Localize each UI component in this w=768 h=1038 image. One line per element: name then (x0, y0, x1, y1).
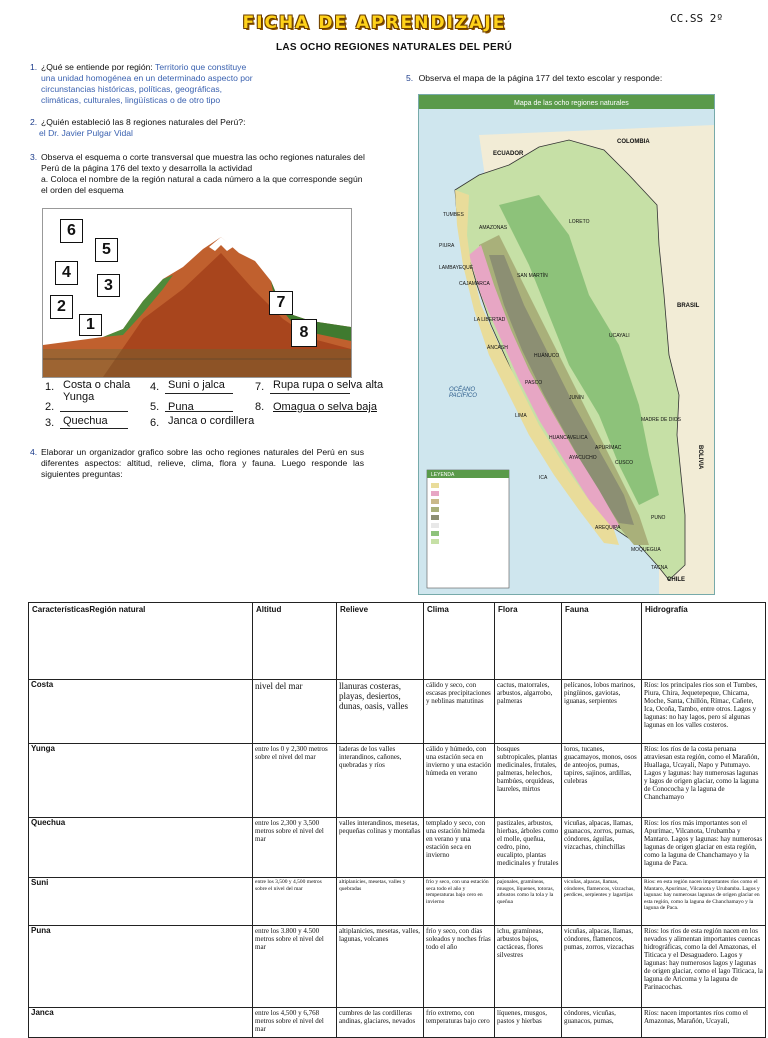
answer-number: 3. (45, 417, 55, 429)
answer-value: Yunga (63, 391, 95, 403)
table-cell: Ríos: los ríos de la costa peruana atraviesan esta región, como el Marañón, Huallaga, Ucayali, Napo y Putumayo. Lagos y lagunas: hay numerosas lagunas y lagos de origen glaciar, como la laguna de Conococha y la laguna de Chanchamayo (642, 744, 766, 818)
map-label: HUANCAVELICA (549, 435, 588, 441)
answer-number: 4. (150, 381, 160, 393)
question-number: 2. (30, 117, 38, 127)
table-cell: entre los 4,500 y 6,768 metros sobre el nivel del mar (253, 1008, 337, 1038)
table-cell: Quechua (29, 818, 253, 878)
map-title: Mapa de las ocho regiones naturales (514, 100, 629, 107)
answer-value: Omagua o selva baja (273, 401, 377, 413)
table-row (29, 680, 766, 744)
table-cell: cóndores, vicuñas, guanacos, pumas, (562, 1008, 642, 1038)
answer-value: Puna (168, 401, 194, 413)
map-label: CHILE (667, 577, 685, 583)
map-label: LAMBAYEQUE (439, 265, 474, 271)
table-cell: frío y seco, con días soleados y noches frías todo el año (424, 926, 495, 1008)
map-label: CUSCO (615, 460, 634, 466)
map-label: LIMA (515, 413, 527, 419)
table-cell: Suni (29, 878, 253, 926)
table-row (29, 926, 766, 1008)
answer-line (165, 393, 233, 394)
map-label: COLOMBIA (617, 139, 650, 145)
question-number: 5. (406, 73, 414, 83)
answer-text: Territorio que constituye una unidad homogénea en un determinado aspecto por circunstancias históricas, políticas, geográficas, climáticas, culturales, lingüísticas o de otro tipo (41, 62, 253, 105)
table-cell: nivel del mar (253, 680, 337, 744)
question-3 (30, 152, 370, 195)
question-text: ¿Quién estableció las 8 regiones naturales del Perú?: (41, 117, 246, 127)
question-2 (30, 117, 360, 138)
question-4 (30, 447, 370, 479)
answer-number: 1. (45, 381, 55, 393)
table-cell: líquenes, musgos, pastos y hierbas (495, 1008, 562, 1038)
table-cell: Ríos: los principales ríos son el Tumbes, Piura, Chira, Jequetepeque, Chicama, Moche, Santa, Chillón, Rímac, Cañete, Ica, Ocoña, Tambo, entre otros. Lagos y lagunas: no hay lagos, pero sí algunas lagunas en los valles costeros. (642, 680, 766, 744)
map-label: OCÉANO PACÍFICO (449, 387, 477, 399)
map-label: HUÁNUCO (534, 353, 560, 359)
question-number: 3. (30, 152, 38, 162)
table-cell: entre los 0 y 2,300 metros sobre el nivel del mar (253, 744, 337, 818)
table-cell: ichu, gramíneas, arbustos bajos, cactáceas, flores silvestres (495, 926, 562, 1008)
table-cell: cactus, matorrales, arbustos, algarrobo, palmeras (495, 680, 562, 744)
answer-number: 2. (45, 401, 55, 413)
cross-section-illustration (43, 209, 351, 377)
diagram-number-7: 7 (269, 291, 293, 315)
table-cell: entre los 3.800 y 4.500 metros sobre el nivel del mar (253, 926, 337, 1008)
answer-value: Costa o chala (63, 379, 131, 391)
diagram-number-8: 8 (291, 319, 317, 347)
table-cell: Costa (29, 680, 253, 744)
answer-number: 6. (150, 417, 160, 429)
question-1 (30, 62, 360, 105)
table-cell: cumbres de las cordilleras andinas, glaciares, nevados (337, 1008, 424, 1038)
table-cell: frío extremo, con temperaturas bajo cero (424, 1008, 495, 1038)
column-header: Altitud (253, 603, 337, 680)
table-cell: Ríos: en esta región nacen importantes ríos como el Mantaro, Apurímac, Vilcanota y Urubamba. Lagos y lagunas: hay numerosas lagunas de origen glaciar en esta región, como la laguna de Chanchamayo y la laguna de Paca. (642, 878, 766, 926)
answer-line (165, 411, 233, 412)
map-label: ICA (539, 475, 548, 481)
table-cell: Ríos: los ríos de esta región nacen en los nevados y alimentan importantes cuencas hidrográficas, como la del Amazonas, el Titicaca y el Desaguadero. Lagos y lagunas: hay numerosos lagos y lagunas de origen glaciar, como el lago Titicaca, la laguna de Aricoma y la laguna de Parinacochas. (642, 926, 766, 1008)
question-number: 4. (30, 447, 38, 457)
map-label: TACNA (651, 565, 668, 571)
table-cell: entre los 2,300 y 3,500 metros sobre el nivel del mar (253, 818, 337, 878)
map-label: AREQUIPA (595, 525, 621, 531)
table-row (29, 744, 766, 818)
regions-table (28, 602, 765, 1033)
map-label: AYACUCHO (569, 455, 597, 461)
peru-map (418, 94, 715, 595)
table-cell: pajonales, gramíneas, musgos, líquenes, totoras, arbustos como la tola y la queñua (495, 878, 562, 926)
table-cell: frío y seco, con una estación seca todo el año y temperaturas bajo cero en invierno (424, 878, 495, 926)
question-text: Observa el esquema o corte transversal que muestra las ocho regiones naturales del Perú de la página 176 del texto y desarrolla la actividad (41, 152, 365, 173)
column-header: Hidrografía (642, 603, 766, 680)
peru-map-illustration (419, 95, 714, 594)
map-label: SAN MARTÍN (517, 273, 548, 279)
table-cell: bosques subtropicales, plantas medicinales, frutales, palmeras, helechos, bambúes, orquídeas, laureles, mirtos (495, 744, 562, 818)
table-cell: Ríos: nacen importantes ríos como el Amazonas, Marañón, Ucayali, (642, 1008, 766, 1038)
map-label: ÁNCASH (487, 345, 508, 351)
column-header: Fauna (562, 603, 642, 680)
map-label: CAJAMARCA (459, 281, 490, 287)
table-cell: valles interandinos, mesetas, pequeñas colinas y montañas (337, 818, 424, 878)
column-header: Flora (495, 603, 562, 680)
map-label: APURÍMAC (595, 445, 622, 451)
question-text: ¿Qué se entiende por región: (41, 62, 153, 72)
answer-value: Quechua (63, 415, 108, 427)
table-row (29, 818, 766, 878)
banner-title: FICHA DE APRENDIZAJE (242, 13, 507, 33)
diagram-number-2: 2 (50, 295, 73, 319)
question-5 (406, 73, 746, 84)
table-cell: Puna (29, 926, 253, 1008)
table-cell: Ríos: los ríos más importantes son el Apurímac, Vilcanota, Urubamba y Mantaro. Lagos y lagunas: hay numerosas lagunas de origen glaciar en esta región, como la laguna de Chanchamayo y la laguna de Paca. (642, 818, 766, 878)
question-number: 1. (30, 62, 38, 72)
map-label: PUNO (651, 515, 666, 521)
question-text: Observa el mapa de la página 177 del texto escolar y responde: (418, 73, 663, 83)
map-label: LORETO (569, 219, 590, 225)
answer-value: Janca o cordillera (168, 415, 255, 427)
answer-number: 7. (255, 381, 265, 393)
table-row (29, 1008, 766, 1038)
question-text: Elaborar un organizador grafico sobre las ocho regiones naturales del Perú en sus diferentes aspectos: altitud, relieve, clima, flora y fauna. Luego responde las siguientes preguntas: (41, 447, 364, 479)
table-cell: llanuras costeras, playas, desiertos, dunas, oasis, valles (337, 680, 424, 744)
map-label: PIURA (439, 243, 455, 249)
table-cell: vicuñas, alpacas, llamas, guanacos, zorros, pumas, cóndores, águilas, vizcachas, chinchillas (562, 818, 642, 878)
map-label: MOQUEGUA (631, 547, 661, 553)
diagram-number-5: 5 (95, 238, 118, 262)
table-cell: entre los 3,500 y 4,500 metros sobre el nivel del mar (253, 878, 337, 926)
table-cell: altiplanicies, mesetas, valles y quebradas (337, 878, 424, 926)
answer-text: el Dr. Javier Pulgar Vidal (39, 128, 133, 138)
diagram-number-4: 4 (55, 261, 78, 285)
table-cell: Yunga (29, 744, 253, 818)
map-label: PASCO (525, 380, 543, 386)
table-cell: laderas de los valles interandinos, cañones, quebradas y ríos (337, 744, 424, 818)
table-cell: templado y seco, con una estación húmeda en verano y una estación seca en invierno (424, 818, 495, 878)
table-cell: vicuñas, alpacas, llamas, cóndores, flamencos, vizcachas, perdices, serpientes y lagartijas (562, 878, 642, 926)
table-cell: Janca (29, 1008, 253, 1038)
table-cell: pelícanos, lobos marinos, pingüinos, gaviotas, iguanas, serpientes (562, 680, 642, 744)
map-label: LA LIBERTAD (474, 317, 506, 323)
map-label: BOLIVIA (697, 445, 703, 470)
diagram-number-6: 6 (60, 219, 83, 243)
table-cell: cálido y húmedo, con una estación seca en invierno y una estación húmeda en verano (424, 744, 495, 818)
table-row (29, 878, 766, 926)
table-cell: vicuñas, alpacas, llamas, cóndores, flamencos, pumas, zorros, vizcachas (562, 926, 642, 1008)
table-header-row (29, 603, 766, 680)
answer-number: 8. (255, 401, 265, 413)
table-cell: altiplanicies, mesetas, valles, lagunas, volcanes (337, 926, 424, 1008)
table-cell: cálido y seco, con escasas precipitaciones y neblinas matutinas (424, 680, 495, 744)
page-title: LAS OCHO REGIONES NATURALES DEL PERÚ (276, 42, 513, 53)
column-header: Clima (424, 603, 495, 680)
table-cell: loros, tucanes, guacamayos, monos, osos de anteojos, pumas, tapires, sajinos, ardillas, culebras (562, 744, 642, 818)
column-header: CaracterísticasRegión natural (29, 603, 253, 680)
diagram-number-3: 3 (97, 274, 120, 297)
answer-value: Rupa rupa o selva alta (273, 379, 384, 391)
answer-number: 5. (150, 401, 160, 413)
answer-value: Suni o jalca (168, 379, 225, 391)
map-label: MADRE DE DIOS (641, 417, 682, 423)
course-label: CC.SS 2º (670, 12, 723, 25)
answer-line (270, 393, 350, 394)
answer-line (60, 428, 128, 429)
map-label: JUNÍN (569, 395, 584, 401)
map-label: TUMBES (443, 212, 464, 218)
diagram-number-1: 1 (79, 314, 102, 336)
table-cell: pastizales, arbustos, hierbas, árboles como el molle, queñua, cedro, pino, eucalipto, plantas medicinales y frutales (495, 818, 562, 878)
map-label: ECUADOR (493, 151, 524, 157)
cross-section-diagram (42, 208, 352, 378)
legend-title: LEYENDA (431, 472, 455, 478)
map-label: AMAZONAS (479, 225, 508, 231)
question-subtext: a. Coloca el nombre de la región natural a cada número a la que corresponde según el orden del esquema (41, 174, 363, 195)
column-header: Relieve (337, 603, 424, 680)
map-label: UCAYALI (609, 333, 630, 339)
map-label: BRASIL (677, 303, 700, 309)
answer-line (60, 411, 128, 412)
